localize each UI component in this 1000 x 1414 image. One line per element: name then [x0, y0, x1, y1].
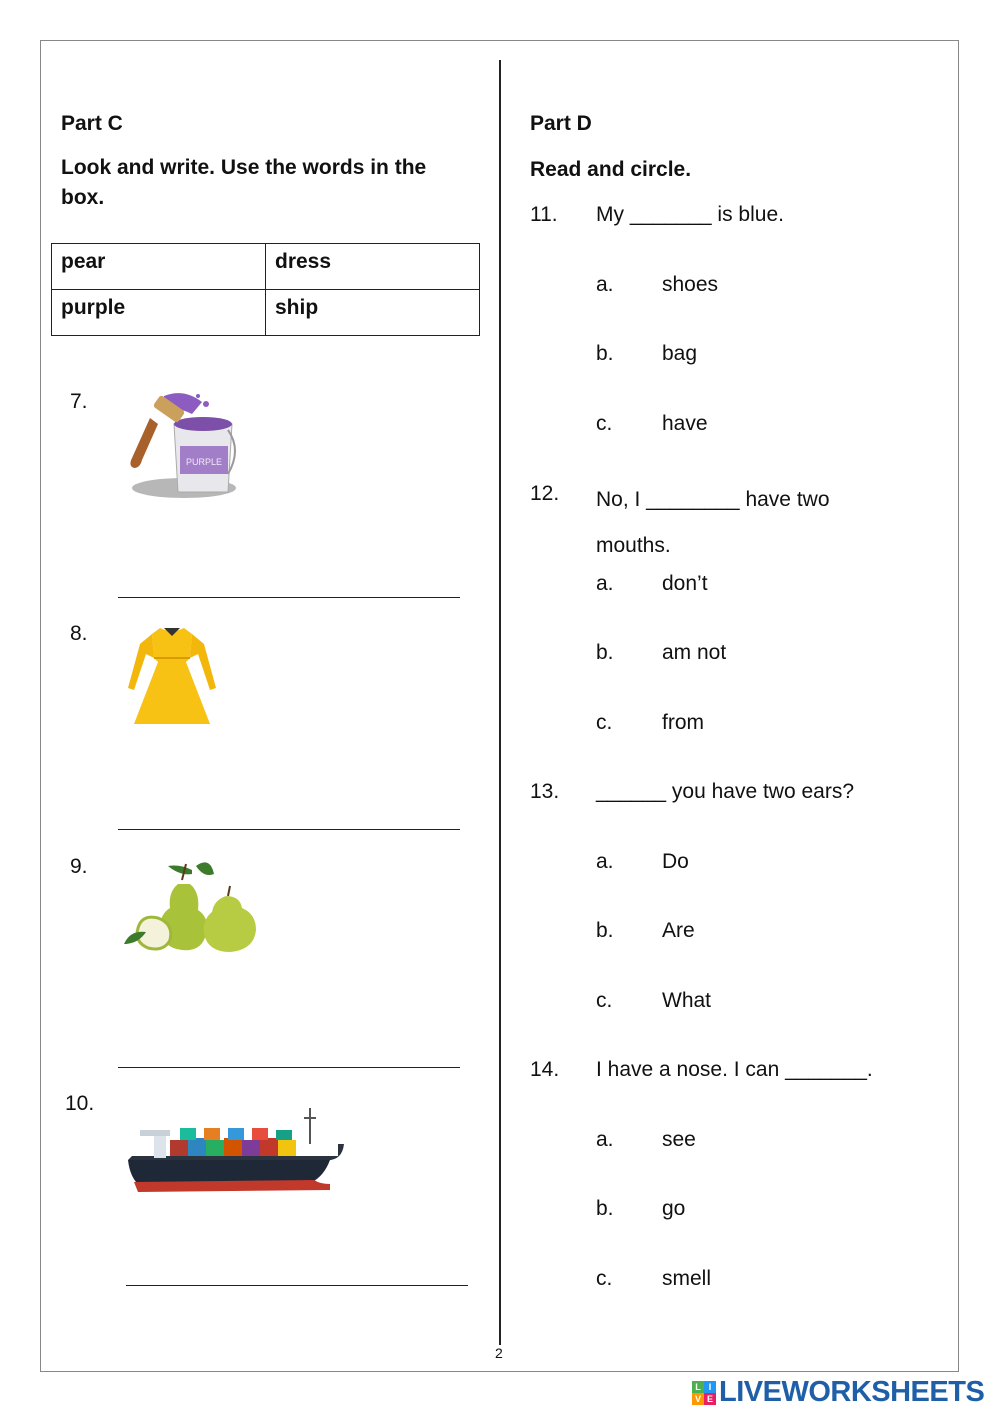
option-letter[interactable]: a.: [596, 850, 614, 873]
part-d-instruction: Read and circle.: [530, 158, 692, 181]
option-letter[interactable]: b.: [596, 1197, 614, 1220]
part-d-heading: Part D: [530, 112, 592, 135]
option-letter[interactable]: c.: [596, 989, 613, 1012]
word-box-cell: pear: [52, 244, 266, 290]
item-number: 9.: [70, 855, 88, 878]
item-number: 8.: [70, 622, 88, 645]
option-letter[interactable]: b.: [596, 919, 614, 942]
option-text[interactable]: go: [662, 1197, 686, 1220]
item-number: 10.: [65, 1092, 95, 1115]
option-letter[interactable]: a.: [596, 572, 614, 595]
question-text-cont: mouths.: [596, 534, 671, 557]
containers: [170, 1128, 296, 1156]
liveworksheets-logo[interactable]: [692, 1376, 984, 1409]
option-letter[interactable]: b.: [596, 342, 614, 365]
option-letter[interactable]: c.: [596, 412, 613, 435]
option-text[interactable]: Are: [662, 919, 695, 942]
option-letter[interactable]: c.: [596, 711, 613, 734]
option-letter[interactable]: c.: [596, 1267, 613, 1290]
pears-image: [118, 856, 262, 956]
word-box: [51, 243, 480, 336]
question-text: I have a nose. I can _______.: [596, 1058, 873, 1081]
option-letter[interactable]: b.: [596, 641, 614, 664]
part-c-heading: Part C: [61, 112, 123, 135]
option-letter[interactable]: a.: [596, 1128, 614, 1151]
dress-image: [120, 624, 224, 728]
option-text[interactable]: bag: [662, 342, 698, 365]
option-text[interactable]: am not: [662, 641, 727, 664]
part-c-instruction: Look and write. Use the words in the: [61, 156, 427, 179]
question-number: 14.: [530, 1058, 560, 1081]
bucket-label: PURPLE: [185, 457, 223, 467]
liveworksheets-logo-icon: L I V E: [692, 1381, 716, 1405]
option-text[interactable]: from: [662, 711, 704, 734]
liveworksheets-logo-text: LIVEWORKSHEETS: [719, 1376, 985, 1408]
option-text[interactable]: Do: [662, 850, 689, 873]
word-box-cell: ship: [266, 290, 480, 336]
option-text[interactable]: What: [662, 989, 712, 1012]
word-box-cell: dress: [266, 244, 480, 290]
option-letter[interactable]: a.: [596, 273, 614, 296]
column-divider: [499, 60, 501, 1345]
page-number: 2: [495, 1345, 503, 1361]
answer-line[interactable]: [118, 597, 460, 598]
question-text: My _______ is blue.: [596, 203, 784, 226]
option-text[interactable]: smell: [662, 1267, 712, 1290]
question-number: 13.: [530, 780, 560, 803]
word-box-cell: purple: [52, 290, 266, 336]
part-c-instruction-cont: box.: [61, 186, 105, 209]
answer-line[interactable]: [118, 1067, 460, 1068]
question-number: 12.: [530, 482, 560, 505]
answer-line[interactable]: [126, 1285, 468, 1286]
question-number: 11.: [530, 203, 558, 226]
answer-line[interactable]: [118, 829, 460, 830]
paint-bucket-image: [124, 388, 242, 502]
cargo-ship-image: [124, 1104, 346, 1196]
option-text[interactable]: have: [662, 412, 708, 435]
option-text[interactable]: shoes: [662, 273, 719, 296]
option-text[interactable]: don’t: [662, 572, 708, 595]
question-text: No, I ________ have two: [596, 488, 830, 511]
option-text[interactable]: see: [662, 1128, 696, 1151]
item-number: 7.: [70, 390, 88, 413]
question-text: ______ you have two ears?: [596, 780, 855, 803]
